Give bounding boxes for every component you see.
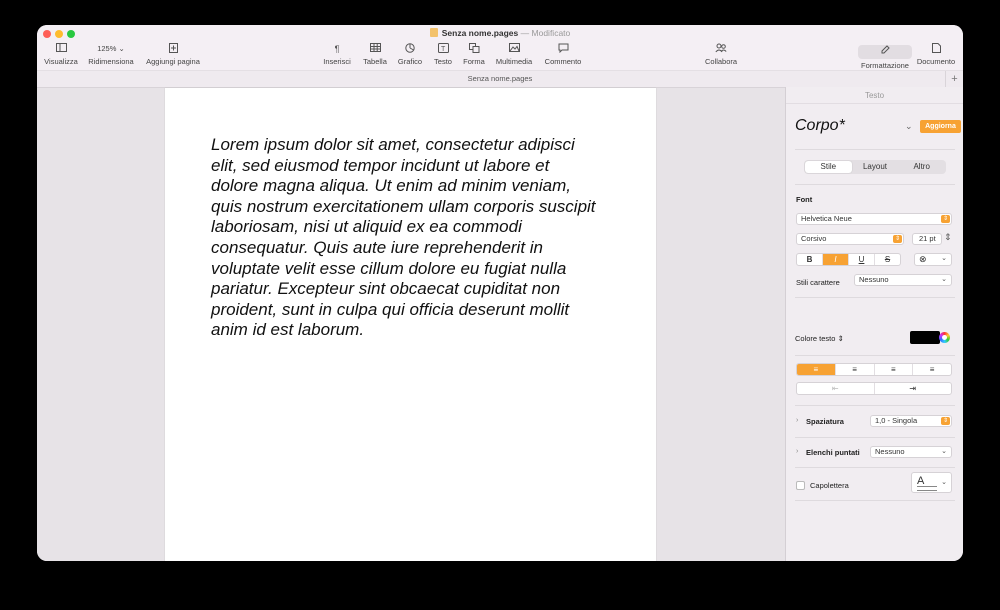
update-style-button[interactable]: Aggiorna — [920, 120, 961, 133]
zoom-value: 125% ⌄ — [97, 44, 125, 53]
bullets-value: Nessuno — [875, 447, 905, 456]
document-icon — [913, 43, 959, 55]
new-tab-button[interactable] — [945, 71, 963, 88]
paragraph-style-row — [795, 115, 955, 139]
shape-button[interactable] — [461, 43, 487, 66]
align-center-button[interactable]: ≡ — [836, 364, 875, 375]
pages-document-icon — [430, 28, 438, 37]
pages-window — [37, 25, 963, 561]
divider — [795, 467, 955, 468]
gear-icon: ⊗ — [919, 254, 927, 264]
view-button[interactable] — [43, 43, 79, 66]
char-styles-label: Stili carattere — [796, 278, 840, 287]
tab-bar — [37, 70, 963, 87]
up-down-arrows-icon: ⇕ — [942, 216, 949, 222]
text-box-icon — [429, 43, 457, 55]
photo-icon — [492, 43, 536, 55]
bold-button[interactable]: B — [797, 254, 823, 265]
font-size-value: 21 pt — [919, 234, 936, 243]
format-sidebar — [785, 87, 963, 561]
underline-button[interactable]: U — [849, 254, 875, 265]
chevron-right-icon[interactable]: › — [796, 448, 799, 455]
window-title — [37, 28, 963, 38]
sidebar-header: Testo — [786, 87, 963, 104]
divider — [795, 437, 955, 438]
insert-button[interactable] — [321, 43, 353, 66]
insert-label: Inserisci — [323, 57, 351, 66]
media-label: Multimedia — [495, 57, 533, 66]
alignment-controls — [796, 363, 952, 376]
divider — [795, 149, 955, 150]
divider — [795, 500, 955, 501]
shape-icon — [461, 43, 487, 55]
zoom-control[interactable] — [87, 43, 135, 66]
font-size-stepper[interactable]: ⇕ — [944, 232, 952, 242]
up-down-arrows-icon: ⇕ — [837, 334, 844, 343]
divider — [795, 355, 955, 356]
paintbrush-icon — [858, 45, 912, 59]
text-label: Testo — [434, 57, 452, 66]
color-wheel-icon[interactable] — [939, 332, 950, 343]
bullets-label[interactable]: Elenchi puntati — [806, 448, 860, 457]
collaborate-label: Collabora — [704, 57, 738, 66]
format-label: Formattazione — [861, 61, 909, 70]
document-label: Documento — [916, 57, 956, 66]
divider — [795, 297, 955, 298]
divider — [795, 184, 955, 185]
spacing-select[interactable] — [870, 415, 952, 427]
table-button[interactable] — [360, 43, 390, 66]
media-button[interactable] — [492, 43, 536, 66]
increase-indent-button[interactable]: ⇥ — [909, 384, 917, 393]
tab-style[interactable]: Stile — [805, 161, 852, 173]
sidebar-tabs — [804, 160, 946, 174]
chevron-down-icon: ⌄ — [941, 276, 947, 283]
strikethrough-button[interactable]: S — [884, 255, 891, 264]
decrease-indent-button[interactable]: ⇤ — [797, 383, 875, 394]
collaborate-icon — [701, 43, 741, 55]
chevron-down-icon[interactable]: ⌄ — [905, 121, 913, 131]
up-down-arrows-icon: ⇕ — [942, 418, 949, 424]
chevron-down-icon: ⌄ — [118, 44, 125, 53]
chevron-down-icon: ⌄ — [941, 479, 947, 486]
dropcap-checkbox[interactable] — [796, 481, 805, 490]
text-color-label[interactable]: Colore testo ⇕ — [795, 334, 844, 343]
chevron-down-icon: ⌄ — [941, 448, 947, 455]
font-section-title: Font — [796, 195, 813, 204]
bullets-select[interactable] — [870, 446, 952, 458]
zoom-label: Ridimensiona — [88, 57, 134, 66]
view-label: Visualizza — [44, 57, 78, 66]
plus-icon: + — [951, 73, 958, 85]
tab-layout[interactable]: Layout — [862, 162, 888, 171]
spacing-value: 1,0 - Singola — [875, 416, 918, 425]
align-right-button[interactable]: ≡ — [875, 364, 914, 375]
up-down-arrows-icon: ⇕ — [894, 236, 901, 242]
comment-label: Commento — [544, 57, 582, 66]
pilcrow-icon: ¶ — [334, 44, 340, 54]
chevron-down-icon: ⌄ — [941, 255, 947, 262]
add-page-button[interactable] — [143, 43, 203, 66]
comment-button[interactable] — [542, 43, 584, 66]
title-separator: — — [520, 28, 530, 38]
svg-text:T: T — [440, 46, 445, 53]
table-icon — [360, 43, 390, 55]
add-page-label: Aggiungi pagina — [146, 57, 200, 66]
document-button[interactable] — [913, 43, 959, 66]
dropcap-style-picker[interactable] — [911, 472, 952, 493]
text-button[interactable] — [429, 43, 457, 66]
indent-controls — [796, 382, 952, 395]
document-page[interactable] — [165, 88, 656, 561]
dropcap-preview-letter: A — [917, 475, 925, 487]
shape-label: Forma — [463, 57, 485, 66]
justify-button[interactable]: ≡ — [929, 365, 935, 374]
add-page-icon — [143, 43, 203, 55]
font-size-field[interactable] — [912, 233, 942, 245]
document-name: Senza nome.pages — [441, 28, 519, 38]
text-color-swatch[interactable] — [910, 331, 940, 344]
bius-controls — [796, 253, 901, 266]
text-options-button[interactable] — [914, 253, 952, 266]
format-button[interactable] — [857, 43, 913, 70]
char-styles-value: Nessuno — [859, 275, 889, 284]
tab-more[interactable]: Altro — [913, 162, 930, 171]
comment-bubble-icon — [542, 43, 584, 55]
chart-label: Grafico — [397, 57, 423, 66]
text-lines-icon — [917, 486, 937, 491]
dropcap-label: Capolettera — [810, 481, 849, 490]
divider — [795, 405, 955, 406]
chevron-right-icon[interactable]: › — [796, 417, 799, 424]
tab-document[interactable]: Senza nome.pages — [467, 74, 533, 83]
font-style-value: Corsivo — [801, 234, 827, 243]
italic-button[interactable]: I — [823, 254, 849, 265]
spacing-label[interactable]: Spaziatura — [806, 417, 844, 426]
align-left-button[interactable]: ≡ — [797, 364, 836, 375]
font-family-value: Helvetica Neue — [801, 214, 852, 223]
modified-status: Modificato — [531, 28, 571, 38]
document-canvas — [37, 87, 785, 561]
toolbar — [37, 25, 963, 87]
font-family-select[interactable] — [796, 213, 952, 225]
font-style-select[interactable] — [796, 233, 904, 245]
sidebar-view-icon — [43, 43, 79, 55]
body-text[interactable]: Lorem ipsum dolor sit amet, consectetur adipisci elit, sed eiusmod tempor incidunt ut labore et dolore magna aliqua. Ut enim ad minim veniam, quis nostrum exercitationem ullam corporis suscipit laboriosam, nisi ut aliquid ex ea commodi consequatur. Quis aute iure reprehenderit in voluptate velit esse cillum dolore eu fugiat nulla pariatur. Excepteur sint obcaecat cupiditat non proident, sunt in culpa qui officia deserunt mollit anim id est laborum. — [211, 135, 596, 340]
chart-button[interactable] — [395, 43, 425, 66]
table-label: Tabella — [363, 57, 387, 66]
collaborate-button[interactable] — [701, 43, 741, 66]
chart-icon — [395, 43, 425, 55]
char-styles-select[interactable] — [854, 274, 952, 286]
paragraph-style-picker[interactable]: Corpo* — [795, 117, 845, 134]
